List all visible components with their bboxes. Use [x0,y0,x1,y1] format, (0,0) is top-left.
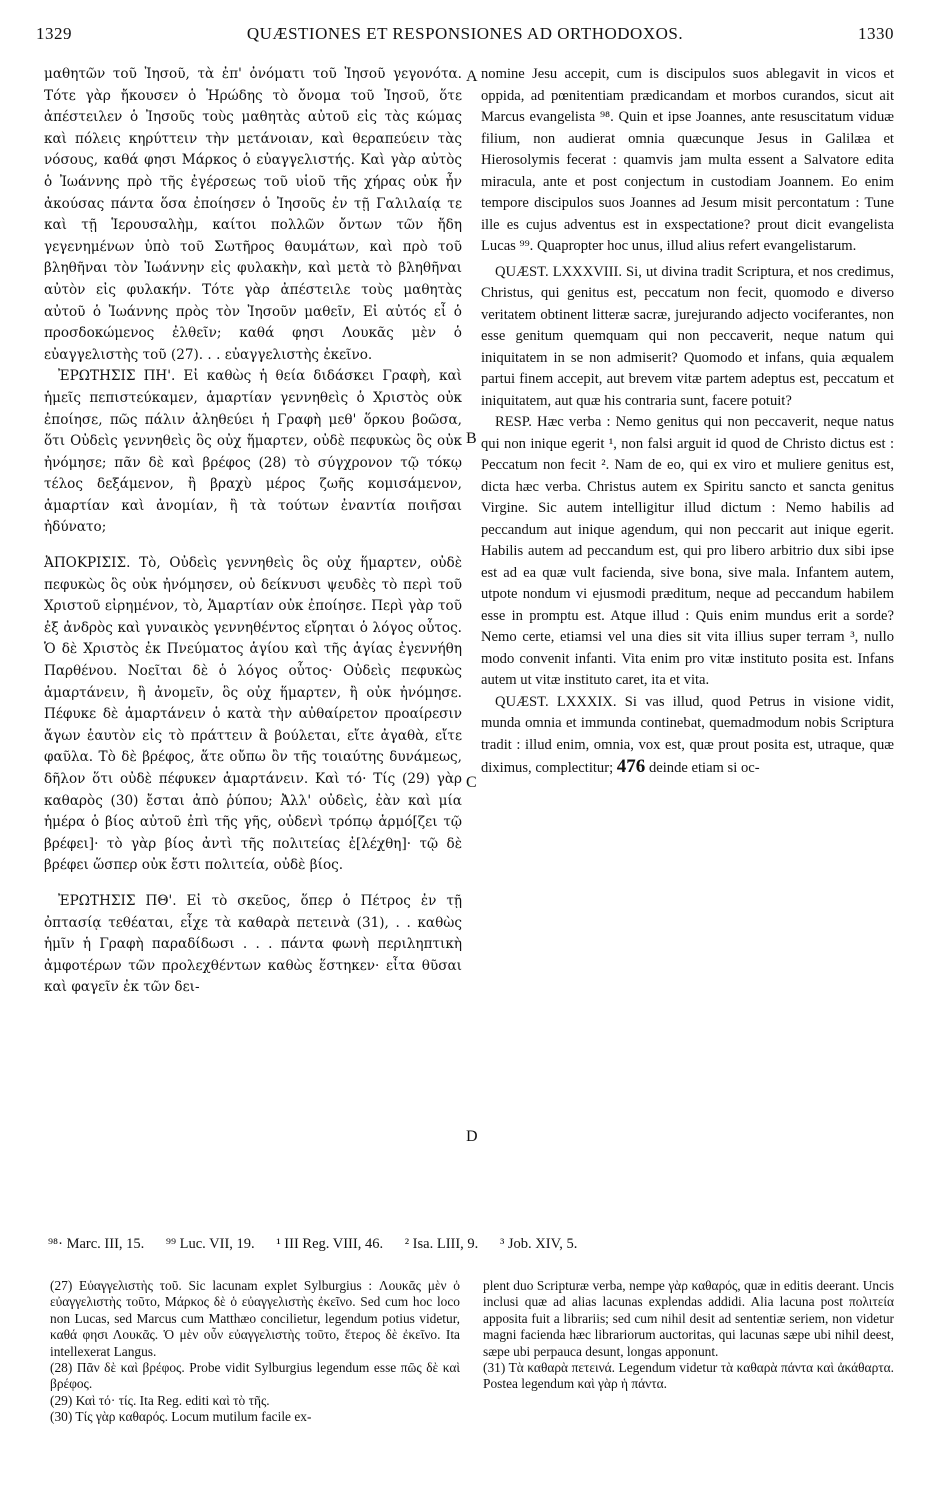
greek-question-88: ἘΡΩΤΗΣΙΣ ΠΗ'. Εἰ καθὼς ἡ θεία διδάσκει Γραφὴ, καὶ ἡμεῖς πεπιστεύκαμεν, ἁμαρτίαν γεννηθεὶς ὁ Χριστὸς οὐκ ἐποίησε, πῶς πάλιν ἀληθεύει ἡ Γραφὴ μεθ' ὅρκου βοῶσα, ὅτι Οὐδεὶς γεννηθεὶς ὃς οὐχ ἥμαρτεν, οὐδὲ πεφυκὼς ὃς οὐκ ἠνόμησε; πᾶν δὲ καὶ βρέφος (28) τὸ σύγχρονον τῷ τόκῳ τέλος δεξάμενον, ἢ βραχὺ μέρος ζωῆς κομισάμενον, ἁμαρτίαν καὶ ἀνομίαν, ἢ τὰ τούτων ἐναντία ποιῆσαι ἠδύνατο; [44,368,462,536]
latin-paragraph: nomine Jesu accepit, cum is discipulos suos ablegavit in vicos et oppida, ad pœnitentiam prædicandam et morbos curandos, sicut ait Marcus evangelista ⁹⁸. Quin et ipse Joannes, ante resuscitatum viduæ filium, non audierat omnia quæcunque Jesus in Galilæa et Hierosolymis fecerat : quamvis jam multa essent a Salvatore edita miracula, ante et post conjectum in custodiam Joannem. Eo enim tempore discipulos suos Joannes ad Jesum misit percontatum : Tune ille es cujus adventus est in exspectatione? prout dicit evangelista Lucas ⁹⁹. Quapropter hoc unus, illud alius refert evangelistarum. [481,66,894,254]
latin-question-89-text: QUÆST. LXXXIX. Si vas illud, quod Petrus in visione vidit, munda omnia et immunda continebat, quemadmodum nobis Scriptura tradit : illud enim, omnia, vox est, quæ prout posita est, utraque, quæ diximus, complectitur; [481,693,894,776]
spacer [44,539,462,553]
footnote: plent duo Scripturæ verba, nempe γὰρ καθαρός, quæ in editis deerant. Uncis inclusi quæ ad alias lacunas explendas addidi. Alia lacuna post πολιτεία apposita fuit a librariis; sed cum nihil desit ad sententiæ seriem, non videtur magni facienda hæc librariorum auctoritas, qui lacunas sæpe ubi nihil deest, sæpe ubi perpauca desunt, longas apponunt. [483,1278,894,1359]
page-number-right: 1330 [858,24,894,43]
scripture-references [48,1236,894,1253]
latin-question-88: QUÆST. LXXXVIII. Si, ut divina tradit Scriptura, et nos credimus, Christus, qui genitus est, peccatum non fecit, quomodo e diverso veritatem obtinent litteræ sacræ, jurejurando adjecto vociferantes, non esse genitum quemquam qui non peccaverit, neque natum qui iniquitatem in se non admiserit? Quomodo et infans, quia æqualem partui finem accepit, aut brevem vitæ partem adeptus est, peccatum et iniquitatem, aut quæ his contraria sunt, facere potuit? [481,263,894,409]
latin-response: RESP. Hæc verba : Nemo genitus qui non peccaverit, neque natus qui non inique egerit ¹, non falsi arguit id quod de Christo dictus est : Peccatum non fecit ². Nam de eo, qui ex viro et muliere genitus est, dicta hæc verba. Christus autem ex Spiritu sancto et sancta genitus Virgine. Sic autem intelligitur illud dictum : Nemo habilis ad peccandum aut inique agendum, qui non peccarit aut inique egerit. Habilis autem ad peccandum est, qui pro libero arbitrio dux sibi ipse est ad ea quæ vult facienda, sive bona, sive mala. Infantem autem, utpote nondum vi ejusmodi præditum, neque ad peccandum habilem esse in promptu est. Atque illud : Quis enim mundus erit a sorde? Nemo certe, etiamsi vel una dies sit vita illius super terram ³, nullo modo convenit infanti. Vita enim pro vitæ instituto posita est. Infans autem ut vitæ instituto caret, ita et vita. [481,414,894,688]
reference: ² Isa. LIII, 9. [404,1236,479,1252]
latin-question-89-tail: deinde etiam si oc- [645,760,760,776]
footnote: (27) Εὐαγγελιστὴς τοῦ. Sic lacunam explet Sylburgius : Λουκᾶς μὲν ὁ εὐαγγελιστὴς τοῦτο, Μάρκος δὲ ὁ εὐαγγελιστὴς ἐκεῖνο. Sed cum hoc loco non Lucas, sed Marcus cum Matthæo concilietur, legendum potius videtur, καθά φησι Λουκᾶς. Ὁ μὲν οὖν εὐαγγελιστὴς τοῦτο, ἕτερος δὲ ἐκεῖνο. Ita intellexerat Langus. [50,1278,460,1359]
footnote: (31) Τὰ καθαρὰ πετεινά. Legendum videtur τὰ καθαρὰ πάντα καὶ ἀκάθαρτα. Postea legendum καὶ γὰρ ἡ πάντα. [483,1360,894,1392]
footnotes-right [483,1278,894,1393]
running-title: QUÆSTIONES ET RESPONSIONES AD ORTHODOXOS. [246,24,684,43]
footnotes-left [50,1278,460,1426]
page-number-left: 1329 [36,24,72,43]
latin-question-89 [481,692,894,780]
margin-letter-a: A [466,68,478,85]
greek-paragraph: μαθητῶν τοῦ Ἰησοῦ, τὰ ἐπ' ὀνόματι τοῦ Ἰησοῦ γεγονότα. Τότε γὰρ ἤκουσεν ὁ Ἡρώδης τὸ ὄνομα τοῦ Ἰησοῦ, ὅτε ἀπέστειλεν ὁ Ἰησοῦς τοὺς μαθητὰς αὐτοῦ εἰς τὰς κώμας καὶ πόλεις κηρύττειν τὴν μετάνοιαν, καὶ θεραπεύειν τὰς νόσους, καθά φησι Μάρκος ὁ εὐαγγελιστής. Καὶ γὰρ αὐτὸς ὁ Ἰωάννης πρὸ τῆς ἐγέρσεως τοῦ υἱοῦ τῆς χήρας οὐκ ἦν ἀκούσας πάντα ὅσα ἐποίησεν ὁ Ἰησοῦς ἐν τῇ Γαλιλαίᾳ τε καὶ τῇ Ἱερουσαλὴμ, καίτοι πολλῶν ὄντων τῶν ἤδη γεγενημένων ὑπὸ τοῦ Σωτῆρος θαυμάτων, καὶ πρὸ τοῦ βληθῆναι τὸν Ἰωάννην εἰς φυλακὴν, καὶ μετὰ τὸ βληθῆναι αὐτὸν εἰς φυλακήν. Τότε γὰρ ἀπέστειλε τοὺς μαθητὰς αὐτοῦ ὁ Ἰωάννης πρὸς τὸν Ἰησοῦν μαθεῖν, Εἰ αὐτός εἶ ὁ προσδοκώμενος ἐλθεῖν; καθά φησι Λουκᾶς μὲν ὁ εὐαγγελιστὴς τοῦ (27). . . εὐαγγελιστὴς ἐκεῖνο. [44,66,462,363]
margin-letter-d: D [466,1128,478,1145]
greek-answer: ἈΠΟΚΡΙΣΙΣ. Τὸ, Οὐδεὶς γεννηθεὶς ὃς οὐχ ἥμαρτεν, οὐδὲ πεφυκὼς ὃς οὐκ ἠνόμησεν, οὐ δείκνυσι ψευδὲς τὸ περὶ τοῦ Χριστοῦ εἰρημένον, τὸ, Ἁμαρτίαν οὐκ ἐποίησε. Περὶ γὰρ τοῦ ἐξ ἀνδρὸς καὶ γυναικὸς γεννηθέντος εἴρηται ὁ λόγος οὗτος. Ὁ δὲ Χριστὸς ἐκ Πνεύματος ἁγίου καὶ τῆς ἁγίας ἐγεννήθη Παρθένου. Νοεῖται δὲ ὁ λόγος οὗτος· Οὐδεὶς πεφυκὼς ἁμαρτάνειν, ἢ ἀνομεῖν, ὃς οὐχ ἥμαρτεν, ἢ οὐκ ἠνόμησε. Πέφυκε δὲ ἁμαρτάνειν ὁ κατὰ τὴν αὐθαίρετον προαίρεσιν ἄγων ἑαυτὸν εἰς τὸ πράττειν ἃ βούλεται, εἴτε ἀγαθὰ, εἴτε φαῦλα. Τὸ δὲ βρέφος, ἅτε οὔπω ὂν τῆς τοιαύτης δυνάμεως, δῆλον ὅτι οὐδὲ πέφυκεν ἁμαρτάνειν. Καὶ τό· Τίς (29) γὰρ καθαρὸς (30) ἔσται ἀπὸ ῥύπου; Ἀλλ' οὐδεὶς, ἐὰν καὶ μία ἡμέρα ὁ βίος αὐτοῦ ἐπὶ τῆς γῆς, οὐδενὶ τρόπῳ ἁρμό[ζει τῷ βρέφει]· τὸ γὰρ βίος ἀντὶ τῆς πολιτείας ἐ[λέχθη]· τῷ δὲ βρέφει ὥσπερ οὐκ ἔστι πολιτεία, οὐδὲ βίος. [44,555,462,874]
greek-column [44,64,462,999]
greek-question-89: ἘΡΩΤΗΣΙΣ ΠΘ'. Εἰ τὸ σκεῦος, ὅπερ ὁ Πέτρος ἐν τῇ ὀπτασίᾳ τεθέαται, εἶχε τὰ καθαρὰ πετεινὰ (31), . . καθὼς ἡμῖν ἡ Γραφὴ παραδίδωσι . . . πάντα φωνὴ περιληπτικὴ ἀμφοτέρων τῶν προλεχθέντων καθὼς ἕστηκεν· εἶτα θῦσαι καὶ φαγεῖν ἐκ τῶν δει- [44,892,462,996]
reference: ¹ III Reg. VIII, 46. [276,1236,384,1252]
footnote: (29) Καὶ τό· τίς. Ita Reg. editi καὶ τὸ τῆς. [50,1392,270,1408]
spacer [44,877,462,891]
page-header [36,14,894,42]
reference: ³ Job. XIV, 5. [499,1236,578,1252]
reference: ⁹⁸· Marc. III, 15. [48,1236,145,1252]
footnote: (30) Τίς γὰρ καθαρός. Locum mutilum facile ex- [50,1409,312,1425]
footnote: (28) Πᾶν δὲ καὶ βρέφος. Probe vidit Sylburgius legendum esse πῶς δὲ καὶ βρέφος. [50,1360,460,1392]
reference: ⁹⁹ Luc. VII, 19. [165,1236,255,1252]
margin-letter-c: C [466,774,477,791]
latin-column [481,64,894,780]
margin-letter-b: B [466,430,477,447]
column-number: 476 [616,756,646,777]
